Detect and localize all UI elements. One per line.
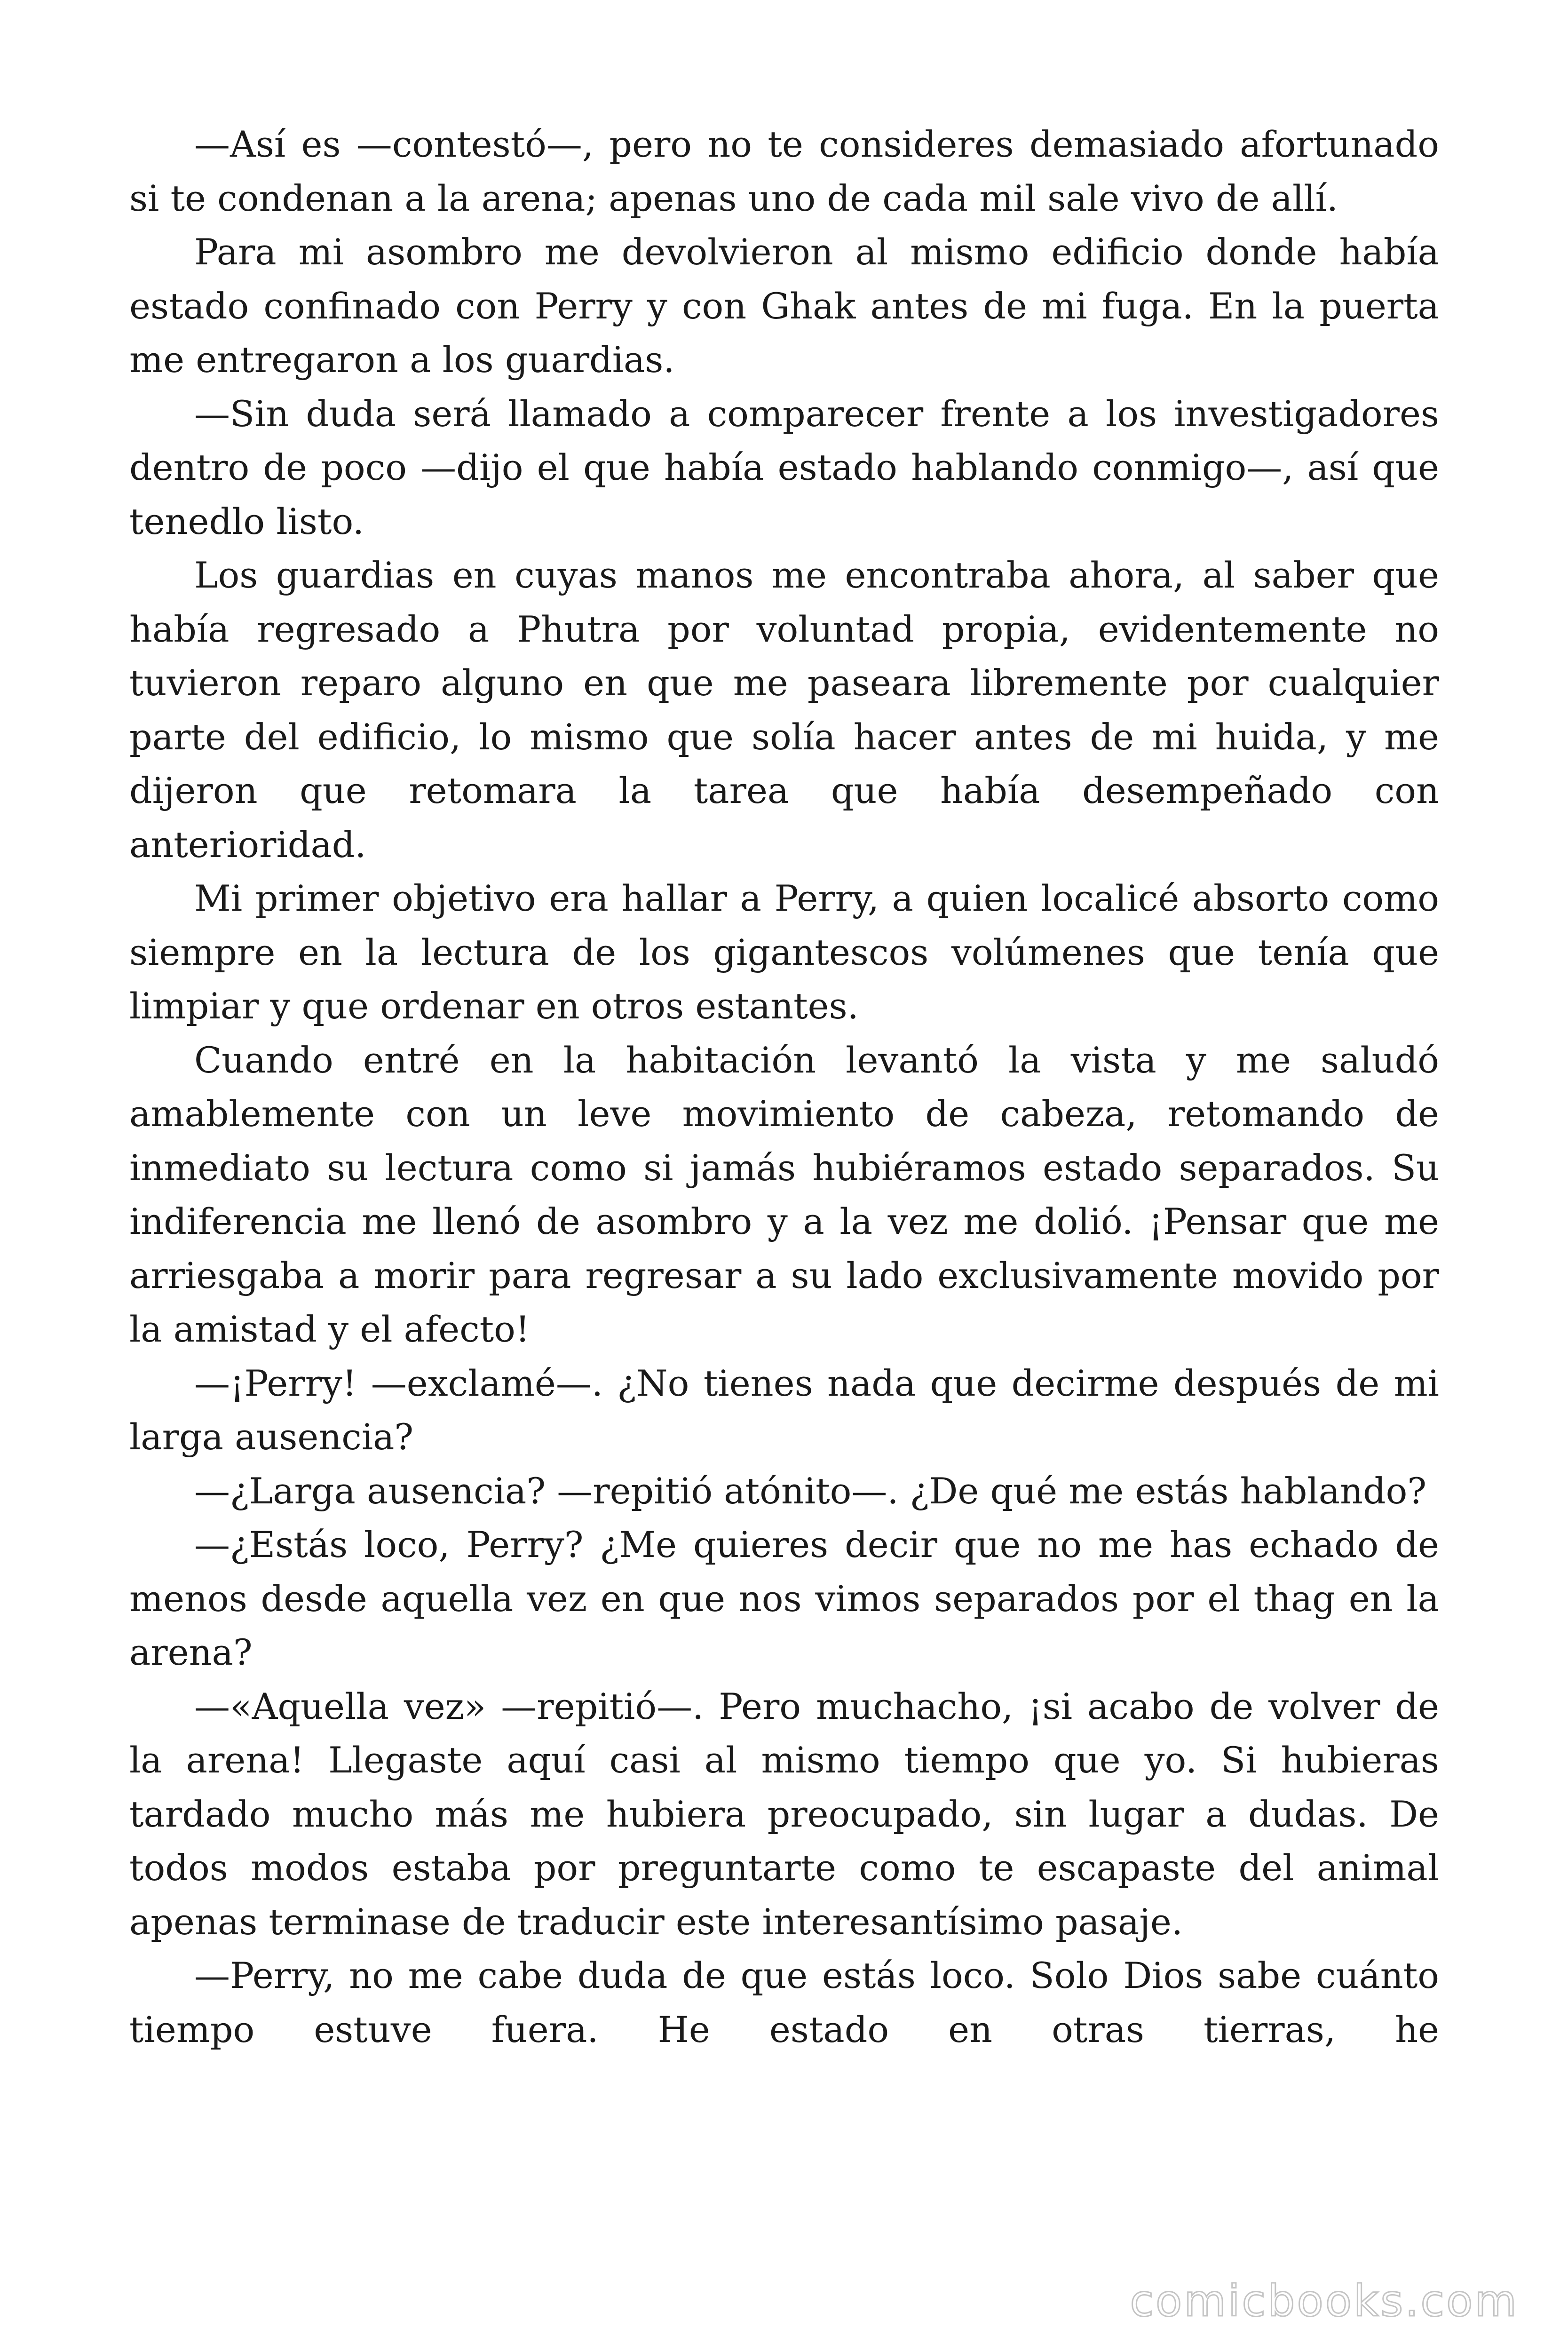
paragraph-2: Para mi asombro me devolvieron al mismo edificio donde había estado confinado con Perry y con Ghak antes de mi fuga. En la puerta me entregaron a los guardias.: [129, 231, 1439, 381]
paragraph-1: —Así es —contestó—, pero no te consideres demasiado afortunado si te condenan a la arena; apenas uno de cada mil sale vivo de allí.: [129, 123, 1439, 219]
watermark-logo: comicbooks.com: [1130, 2276, 1519, 2326]
paragraph-3: —Sin duda será llamado a comparecer frente a los investigadores dentro de poco —dijo el que había estado hablando conmigo—, así que tenedlo listo.: [129, 392, 1439, 542]
paragraph-10: —«Aquella vez» —repitió—. Pero muchacho, ¡si acabo de volver de la arena! Llegaste aquí casi al mismo tiempo que yo. Si hubieras tardado mucho más me hubiera preocupado, sin lugar a dudas. De todos modos estaba por preguntarte como te escapaste del animal apenas terminase de traducir este interesantísimo pasaje.: [129, 1685, 1439, 1943]
paragraph-9: —¿Estás loco, Perry? ¿Me quieres decir que no me has echado de menos desde aquella vez en que nos vimos separados por el thag en la arena?: [129, 1524, 1439, 1673]
paragraph-4: Los guardias en cuyas manos me encontraba ahora, al saber que había regresado a Phutra por voluntad propia, evidentemente no tuvieron reparo alguno en que me paseara libremente por cualquier parte del edificio, lo mismo que solía hacer antes de mi huida, y me dijeron que retomara la tarea que había desempeñado con anterioridad.: [129, 554, 1439, 866]
body-text: [129, 118, 1439, 2057]
paragraph-6: Cuando entré en la habitación levantó la vista y me saludó amablemente con un leve movimiento de cabeza, retomando de inmediato su lectura como si jamás hubiéramos estado separados. Su indiferencia me llenó de asombro y a la vez me dolió. ¡Pensar que me arriesgaba a morir para regresar a su lado exclusivamente movido por la amistad y el afecto!: [129, 1039, 1439, 1350]
paragraph-8: —¿Larga ausencia? —repitió atónito—. ¿De qué me estás hablando?: [194, 1470, 1427, 1512]
paragraph-11: —Perry, no me cabe duda de que estás loco. Solo Dios sabe cuánto tiempo estuve fuera. He estado en otras tierras, he: [129, 1955, 1439, 2050]
paragraph-5: Mi primer objetivo era hallar a Perry, a quien localicé absorto como siempre en la lectura de los gigantescos volúmenes que tenía que limpiar y que ordenar en otros estantes.: [129, 877, 1439, 1027]
paragraph-7: —¡Perry! —exclamé—. ¿No tienes nada que decirme después de mi larga ausencia?: [129, 1362, 1439, 1458]
